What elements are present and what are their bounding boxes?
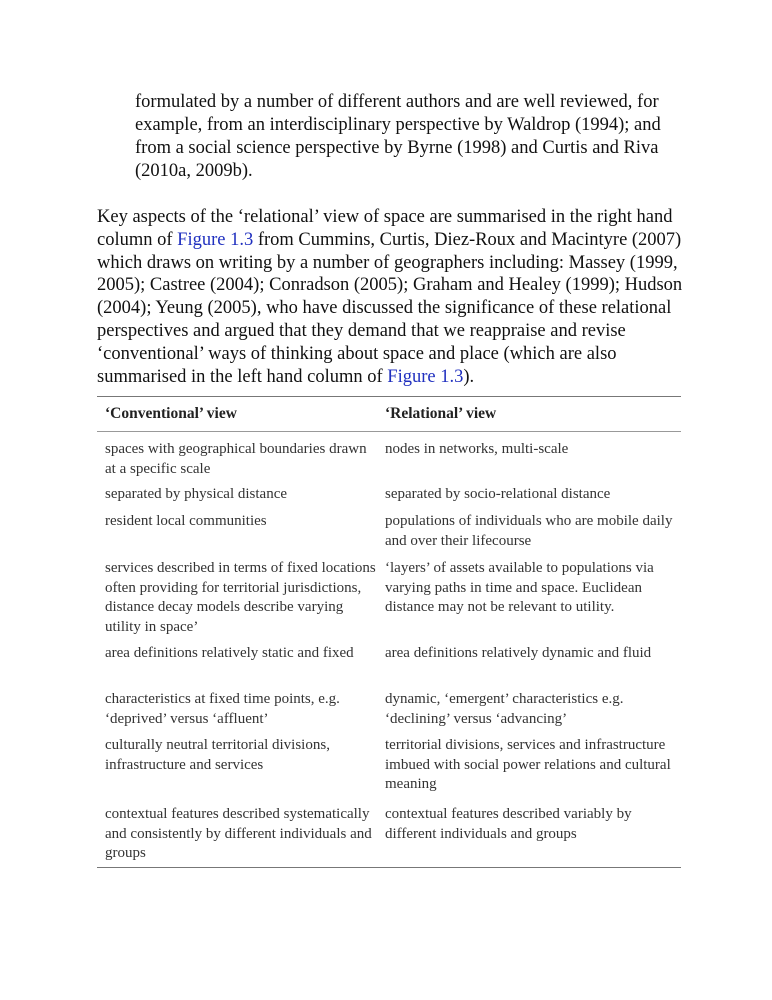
table-row <box>97 683 681 729</box>
relational-view-paragraph <box>97 206 697 388</box>
table-row <box>97 637 681 683</box>
relational-cell: area definitions relatively dynamic and fluid <box>385 645 652 661</box>
table-header <box>97 397 681 432</box>
paragraph-text: ). <box>463 366 475 387</box>
conventional-cell: services described in terms of fixed locations often providing for territorial jurisdictions, distance decay models describe varying utility in space’ <box>105 560 376 635</box>
relational-cell: dynamic, ‘emergent’ characteristics e.g. ‘declining’ versus ‘advancing’ <box>385 691 624 727</box>
relational-cell: nodes in networks, multi-scale <box>385 441 569 457</box>
relational-cell: contextual features described variably by different individuals and groups <box>385 806 632 842</box>
conventional-cell: area definitions relatively static and fixed <box>105 645 354 661</box>
table-row <box>97 552 681 637</box>
table-row <box>97 478 681 505</box>
text-line: example, from an interdisciplinary perspective by Waldrop (1994); and <box>135 115 661 135</box>
conventional-cell: contextual features described systematically and consistently by different individuals and groups <box>105 806 372 861</box>
relational-cell: separated by socio-relational distance <box>385 486 611 502</box>
comparison-table <box>97 396 681 868</box>
table-row <box>97 432 681 478</box>
intro-paragraph <box>135 91 695 183</box>
figure-link[interactable]: Figure 1.3 <box>387 366 464 387</box>
text-line: from a social science perspective by Byrne (1998) and Curtis and Riva <box>135 138 659 158</box>
text-line: formulated by a number of different authors and are well reviewed, for <box>135 92 659 112</box>
column-header-relational: ‘Relational’ view <box>385 405 497 423</box>
conventional-cell: spaces with geographical boundaries drawn at a specific scale <box>105 441 367 477</box>
relational-cell: populations of individuals who are mobile daily and over their lifecourse <box>385 513 673 549</box>
conventional-cell: characteristics at fixed time points, e.g. ‘deprived’ versus ‘affluent’ <box>105 691 340 727</box>
conventional-cell: resident local communities <box>105 513 267 529</box>
paragraph-text: Key aspects of the ‘relational’ view of space are summarised in the right hand column of <box>97 207 673 250</box>
figure-link[interactable]: Figure 1.3 <box>177 229 254 250</box>
text-line: (2010a, 2009b). <box>135 161 253 181</box>
relational-cell: territorial divisions, services and infrastructure imbued with social power relations and cultural meaning <box>385 737 671 792</box>
table-row <box>97 794 681 867</box>
paragraph-text: from Cummins, Curtis, Diez-Roux and Macintyre (2007) which draws on writing by a number of geographers including: Massey (1999, 2005); Castree (2004); Conradson (2005); Graham and Healey (1999); Hudson (2004); Yeung (2005), who have discussed the significance of these relational perspectives and argued that they demand that we reappraise and revise ‘conventional’ ways of thinking about space and place (which are also summarised in the left hand column of <box>97 229 683 387</box>
relational-cell: ‘layers’ of assets available to populations via varying paths in time and space. Euclidean distance may not be relevant to utility. <box>385 560 654 615</box>
table-row <box>97 729 681 794</box>
table-row <box>97 505 681 552</box>
conventional-cell: culturally neutral territorial divisions, infrastructure and services <box>105 737 330 773</box>
column-header-conventional: ‘Conventional’ view <box>105 405 237 423</box>
conventional-cell: separated by physical distance <box>105 486 288 502</box>
